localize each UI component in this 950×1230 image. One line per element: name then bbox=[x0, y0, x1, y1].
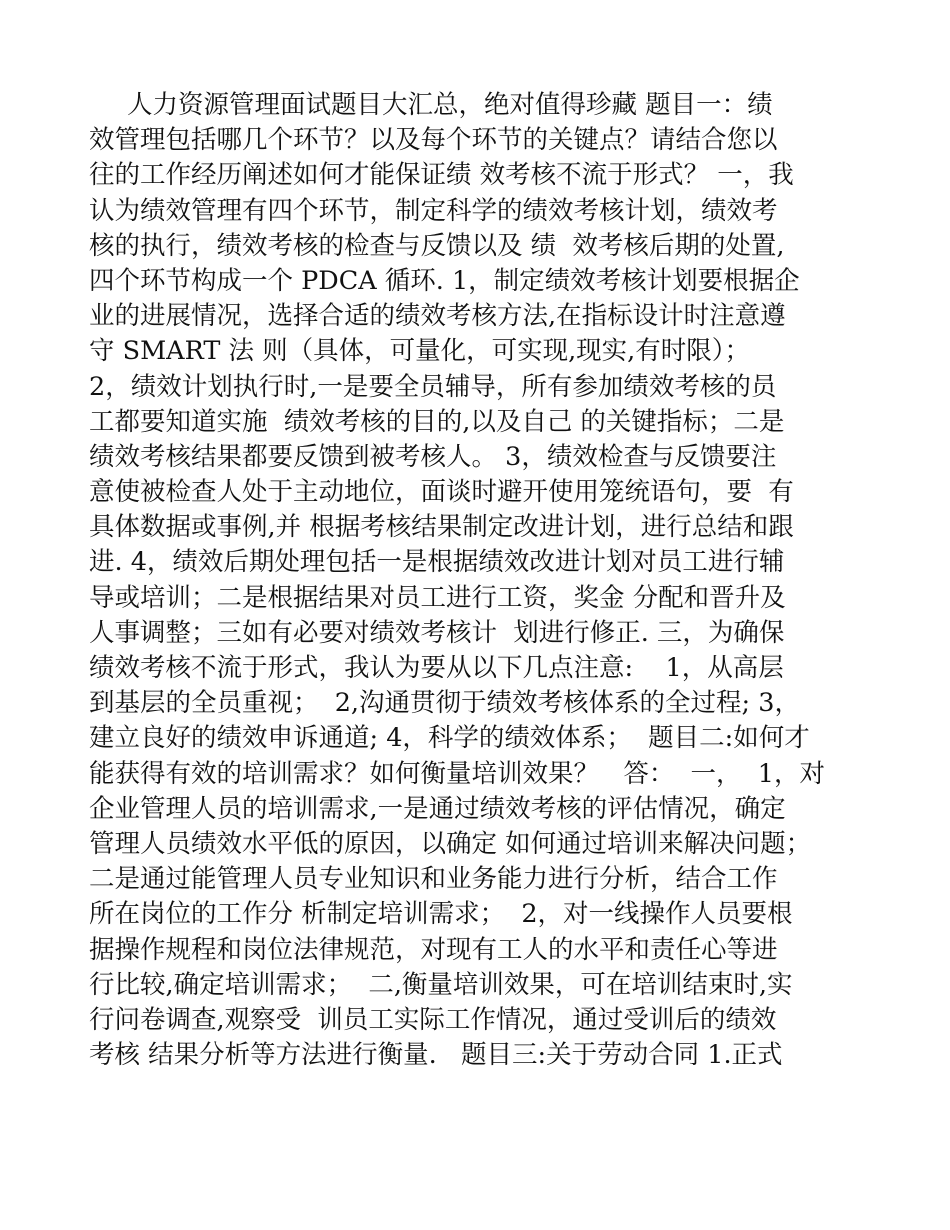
text-line bbox=[89, 862, 869, 897]
text-line bbox=[89, 370, 869, 405]
text-line-content: 绩效考核不流于形式，我认为要从以下几点注意: 1，从高层 bbox=[89, 653, 784, 683]
text-line-content: 所在岗位的工作分 析制定培训需求； 2，对一线操作人员要根 bbox=[89, 899, 793, 930]
text-line bbox=[89, 757, 869, 792]
text-line bbox=[89, 968, 869, 1003]
text-line bbox=[89, 88, 869, 123]
text-line bbox=[89, 581, 869, 616]
text-line-content: 行问卷调查,观察受 训员工实际工作情况，通过受训后的绩效 bbox=[89, 1004, 777, 1035]
text-line-content: 考核 结果分析等方法进行衡量. 题目三:关于劳动合同 1.正式 bbox=[89, 1040, 783, 1071]
text-line-content: 守 SMART 法 则（具体，可量化，可实现,现实,有时限）； bbox=[89, 336, 751, 367]
document-body bbox=[89, 88, 869, 1073]
text-line-content: 企业管理人员的培训需求,一是通过绩效考核的评估情况，确定 bbox=[89, 793, 786, 824]
text-line bbox=[89, 299, 869, 334]
text-line bbox=[89, 334, 869, 369]
text-line-content: 核的执行，绩效考核的检查与反馈以及 绩 效考核后期的处置, bbox=[89, 230, 785, 261]
text-line-content: 据操作规程和岗位法律规范，对现有工人的水平和责任心等进 bbox=[89, 934, 778, 965]
text-line bbox=[89, 475, 869, 510]
text-line-content: 工都要知道实施 绩效考核的目的,以及自己 的关键指标；二是 bbox=[89, 406, 785, 437]
text-line-content: 业的进展情况，选择合适的绩效考核方法,在指标设计时注意遵 bbox=[89, 301, 786, 332]
text-line-content: 人事调整；三如有必要对绩效考核计 划进行修正. 三，为确保 bbox=[89, 617, 785, 648]
text-line bbox=[89, 123, 869, 158]
text-line bbox=[89, 545, 869, 580]
text-line-content: 到基层的全员重视； 2,沟通贯彻于绩效考核体系的全过程; 3， bbox=[89, 688, 800, 719]
text-line-content: 进. 4，绩效后期处理包括一是根据绩效改进计划对员工进行辅 bbox=[89, 547, 785, 578]
text-line bbox=[89, 405, 869, 440]
text-line-content: 绩效考核结果都要反馈到被考核人。 3，绩效检查与反馈要注 bbox=[89, 441, 777, 472]
text-line bbox=[89, 194, 869, 229]
text-line-content: 人力资源管理面试题目大汇总，绝对值得珍藏 题目一：绩 bbox=[127, 90, 773, 120]
text-line bbox=[89, 616, 869, 651]
text-line-content: 认为绩效管理有四个环节，制定科学的绩效考核计划，绩效考 bbox=[89, 195, 778, 226]
text-line-content: 意使被检查人处于主动地位，面谈时避开使用笼统语句，要 有 bbox=[89, 477, 794, 508]
text-line bbox=[89, 792, 869, 827]
text-line bbox=[89, 158, 869, 193]
text-line bbox=[89, 510, 869, 545]
text-line bbox=[89, 721, 869, 756]
text-line bbox=[89, 897, 869, 932]
text-line-content: 建立良好的绩效申诉通道; 4，科学的绩效体系； 题目二:如何才 bbox=[89, 723, 810, 754]
text-line bbox=[89, 264, 869, 299]
text-line bbox=[89, 686, 869, 721]
text-line bbox=[89, 1038, 869, 1073]
text-line-content: 四个环节构成一个 PDCA 循环. 1，制定绩效考核计划要根据企 bbox=[89, 265, 800, 296]
text-line bbox=[89, 229, 869, 264]
text-line bbox=[89, 440, 869, 475]
text-line-content: 2，绩效计划执行时,一是要全员辅导，所有参加绩效考核的员 bbox=[89, 371, 777, 402]
text-line bbox=[89, 1003, 869, 1038]
text-line-content: 管理人员绩效水平低的原因，以确定 如何通过培训来解决问题； bbox=[89, 828, 812, 859]
text-line bbox=[89, 827, 869, 862]
text-line-content: 二是通过能管理人员专业知识和业务能力进行分析，结合工作 bbox=[89, 864, 778, 895]
text-line-content: 效管理包括哪几个环节？以及每个环节的关键点？请结合您以 bbox=[89, 125, 778, 156]
text-line bbox=[89, 651, 869, 686]
text-line-content: 往的工作经历阐述如何才能保证绩 效考核不流于形式？ 一，我 bbox=[89, 160, 794, 191]
text-line bbox=[89, 933, 869, 968]
text-line-content: 能获得有效的培训需求？如何衡量培训效果？ 答： 一， 1，对 bbox=[89, 758, 825, 789]
text-line-content: 导或培训；二是根据结果对员工进行工资，奖金 分配和晋升及 bbox=[89, 582, 786, 613]
text-line-content: 具体数据或事例,并 根据考核结果制定改进计划，进行总结和跟 bbox=[89, 512, 794, 543]
text-line-content: 行比较,确定培训需求； 二,衡量培训效果，可在培训结束时,实 bbox=[89, 969, 793, 1000]
